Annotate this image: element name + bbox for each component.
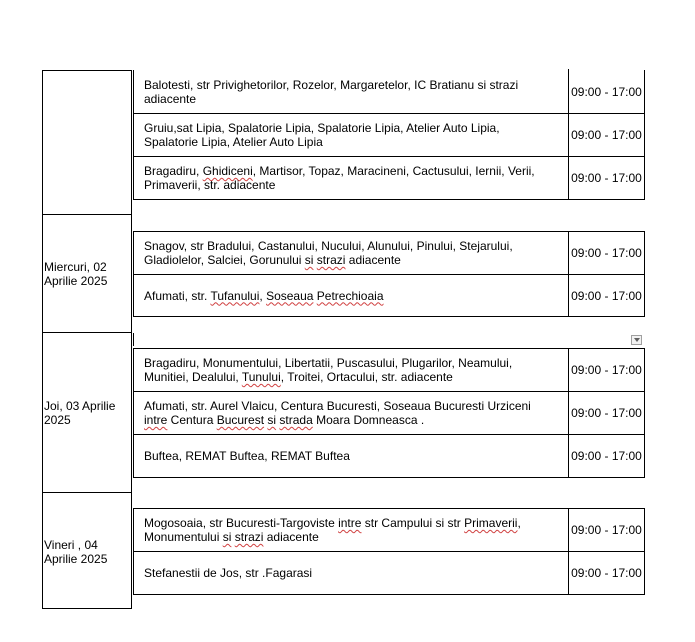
time-cell: 09:00 - 17:00 xyxy=(571,449,642,463)
table-row xyxy=(133,348,645,392)
spellcheck-word: Tufanului xyxy=(210,288,260,303)
location-cell xyxy=(144,114,554,156)
location-text xyxy=(144,356,554,384)
time-cell: 09:00 - 17:00 xyxy=(571,84,642,99)
spellcheck-word: Tunului xyxy=(241,370,281,384)
table-row xyxy=(133,508,645,552)
text-segment: str Campului si str xyxy=(361,516,465,530)
text-segment: adiacente xyxy=(345,253,401,267)
text-segment: Bragadiru, Monumentului, Libertatii, Puscasului, Plugarilor, Neamului, Munitiei, Dealului, xyxy=(144,356,513,384)
time-cell: 09:00 - 17:00 xyxy=(571,246,642,260)
location-cell xyxy=(144,349,554,391)
text-segment: Mogosoaia, str Bucuresti-Targoviste xyxy=(144,516,339,530)
text-cursor xyxy=(133,333,134,346)
spellcheck-word: Ghidiceni xyxy=(202,164,253,178)
location-text xyxy=(144,449,350,463)
spellcheck-word: strada xyxy=(279,413,313,427)
location-cell xyxy=(144,509,554,551)
spellcheck-word: strazi xyxy=(234,530,264,544)
location-cell xyxy=(144,392,554,434)
text-segment: Gruiu,sat Lipia, Spalatorie Lipia, Spalatorie Lipia, Atelier Auto Lipia, Spalatorie Lipia, Atelier Auto Lipia xyxy=(144,121,500,149)
text-segment: Afumati, str. xyxy=(144,288,211,303)
location-text xyxy=(144,121,554,149)
location-text xyxy=(144,239,554,267)
dropdown-button[interactable] xyxy=(631,335,642,345)
table-row xyxy=(133,551,645,595)
text-segment: , Monumentului xyxy=(144,516,521,544)
table-row xyxy=(133,70,645,114)
text-segment: , xyxy=(259,288,267,303)
spellcheck-word: si xyxy=(304,253,314,267)
text-segment: Centura xyxy=(167,413,217,427)
table-row xyxy=(133,274,645,317)
table-row xyxy=(133,434,645,478)
location-cell xyxy=(144,232,554,274)
day-block xyxy=(42,70,132,215)
location-cell xyxy=(144,70,554,113)
time-cell: 09:00 - 17:00 xyxy=(571,288,642,303)
table-row xyxy=(133,391,645,435)
time-cell: 09:00 - 17:00 xyxy=(571,128,642,142)
spellcheck-word: Primaverii xyxy=(464,516,518,530)
text-segment: Stefanestii de Jos, str .Fagarasi xyxy=(144,566,313,580)
text-segment: , Troitei, Ortacului, str. adiacente xyxy=(280,370,453,384)
day-label: Vineri , 04 Aprilie 2025 xyxy=(44,538,108,566)
location-text xyxy=(144,289,384,303)
location-text xyxy=(144,566,312,580)
time-cell: 09:00 - 17:00 xyxy=(571,363,642,377)
spellcheck-word: si xyxy=(222,530,232,544)
location-cell xyxy=(144,275,554,316)
spellcheck-word: strazi xyxy=(316,253,346,267)
time-cell: 09:00 - 17:00 xyxy=(571,406,642,420)
table-row xyxy=(133,231,645,275)
text-segment: Afumati, str. Aurel Vlaicu, Centura Bucuresti, Soseaua Bucuresti Urziceni xyxy=(144,399,531,413)
table-row xyxy=(133,113,645,157)
table-row xyxy=(133,156,645,200)
text-segment: adiacente xyxy=(263,530,319,544)
location-text xyxy=(144,164,554,192)
text-segment: Snagov, str Bradului, Castanului, Nucului, Alunului, Pinului, Stejarului, Gladiolelor, Salciei, Gorunului xyxy=(144,239,513,267)
spellcheck-word: si xyxy=(267,413,277,427)
location-cell xyxy=(144,552,554,594)
location-text xyxy=(144,399,554,427)
text-segment: Moara Domneasca . xyxy=(312,413,425,427)
text-segment: Balotesti, str Privighetorilor, Rozelor, Margaretelor, IC Bratianu si strazi adiacente xyxy=(144,77,519,106)
day-block-joi xyxy=(42,332,132,493)
spellcheck-word: Soseaua xyxy=(266,288,314,303)
location-cell xyxy=(144,157,554,199)
location-text xyxy=(144,78,554,106)
day-label: Joi, 03 Aprilie 2025 xyxy=(44,399,116,427)
text-segment: Bragadiru, xyxy=(144,164,203,178)
spellcheck-word: Bucurest xyxy=(216,413,265,427)
spellcheck-word: intre xyxy=(144,413,168,427)
text-segment: , Martisor, Topaz, Maracineni, Cactusului, Iernii, Verii, Primaverii, str. adiacente xyxy=(144,164,535,192)
day-block-miercuri xyxy=(42,214,132,333)
spellcheck-word: Petrechioaia xyxy=(316,288,384,303)
time-cell: 09:00 - 17:00 xyxy=(571,171,642,185)
dropdown-arrow-icon xyxy=(634,338,640,342)
location-text xyxy=(144,516,554,544)
text-segment: Buftea, REMAT Buftea, REMAT Buftea xyxy=(144,449,350,463)
time-cell: 09:00 - 17:00 xyxy=(571,523,642,537)
time-cell: 09:00 - 17:00 xyxy=(571,566,642,580)
location-cell xyxy=(144,435,554,477)
day-block-vineri xyxy=(42,492,132,609)
day-label: Miercuri, 02 Aprilie 2025 xyxy=(44,260,108,288)
spellcheck-word: intre xyxy=(338,516,362,530)
